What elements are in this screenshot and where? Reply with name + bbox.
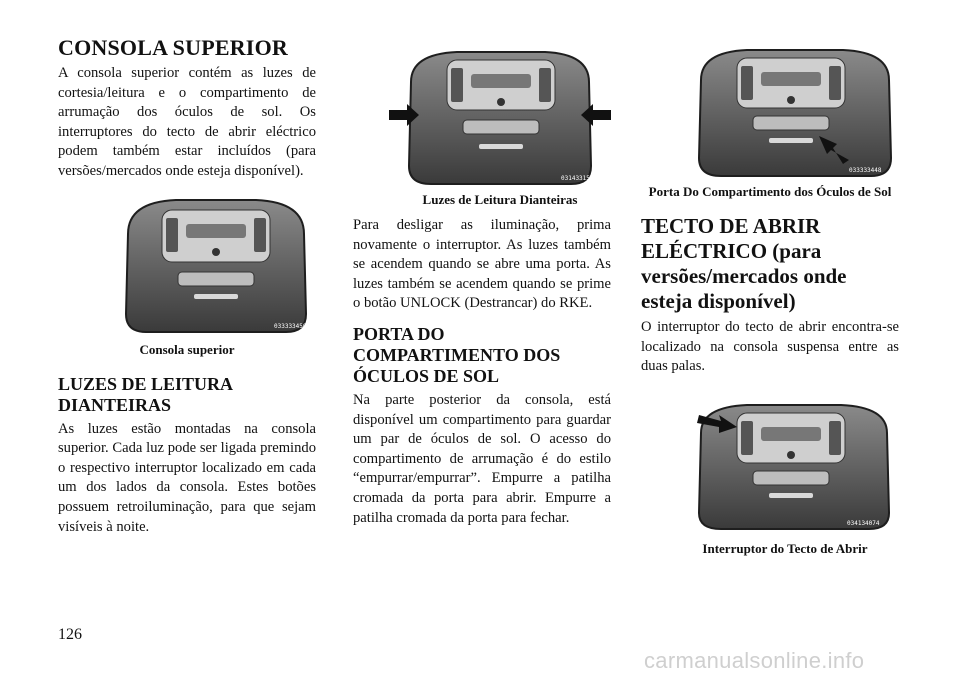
page-number: 126 <box>58 626 82 643</box>
figure-sunroof-switch <box>691 403 897 531</box>
paragraph-sunglasses-door: Na parte posterior da consola, está disponível um compartimento para guardar um par de óculos de sol. O acesso do compartimento de arrumação é do estilo “empurrar/empurrar”. Empurre a patilha cromada da porta para abrir. Empurre a patilha cromada da porta para fechar. <box>353 391 611 526</box>
column-left <box>58 0 316 537</box>
figure-overhead-console <box>116 194 316 334</box>
figure-caption-overhead-console: Consola superior <box>139 341 235 357</box>
reading-lights-illustration <box>389 48 611 186</box>
svg-text:031433150: 031433150 <box>561 175 594 182</box>
section-title-overhead-console: CONSOLA SUPERIOR <box>58 35 288 60</box>
svg-text:033333448: 033333448 <box>849 167 882 174</box>
sunglasses-door-illustration <box>693 48 899 178</box>
paragraph-power-sunroof: O interruptor do tecto de abrir encontra-se localizado na consola suspensa entre as duas palas. <box>641 319 899 375</box>
section-title-front-reading-lights: LUZES DE LEITURA DIANTEIRAS <box>58 373 233 415</box>
column-middle <box>353 0 611 528</box>
figure-caption-sunglasses-door: Porta Do Compartimento dos Óculos de Sol <box>648 184 892 199</box>
column-right <box>641 0 899 557</box>
paragraph-console-intro: A consola superior contém as luzes de cortesia/leitura e o compartimento de arrumação dos óculos de sol. Os interruptores do tecto de abrir eléctrico podem também estar incluídos (para versões/mercados onde esteja disponível). <box>58 65 316 179</box>
sunroof-switch-illustration <box>691 403 897 531</box>
watermark: carmanualsonline.info <box>644 648 865 673</box>
section-title-power-sunroof: TECTO DE ABRIR ELÉCTRICO (para versões/mercados onde esteja disponível) <box>641 214 847 313</box>
figure-front-reading-lights <box>389 48 611 186</box>
paragraph-lights-off: Para desligar as iluminação, prima novamente o interruptor. As luzes também se acendem quando se abre uma porta. As luzes também se acendem quando se prime o botão UNLOCK (Destrancar) do RKE. <box>353 217 611 312</box>
svg-text:033333450: 033333450 <box>274 322 307 330</box>
figure-caption-front-reading-lights: Luzes de Leitura Dianteiras <box>422 192 578 207</box>
svg-text:034134074: 034134074 <box>847 519 880 527</box>
figure-sunglasses-door <box>693 48 899 178</box>
paragraph-front-reading-lights: As luzes estão montadas na consola superior. Cada luz pode ser ligada premindo o respectivo interruptor localizado em cada um dos lados da consola. Estes botões possuem retroiluminação, para que sejam visíveis à noite. <box>58 420 316 535</box>
console-illustration <box>116 194 316 334</box>
figure-caption-sunroof-switch: Interruptor do Tecto de Abrir <box>702 540 868 556</box>
section-title-sunglasses-door: PORTA DO COMPARTIMENTO DOS ÓCULOS DE SOL <box>353 323 561 386</box>
